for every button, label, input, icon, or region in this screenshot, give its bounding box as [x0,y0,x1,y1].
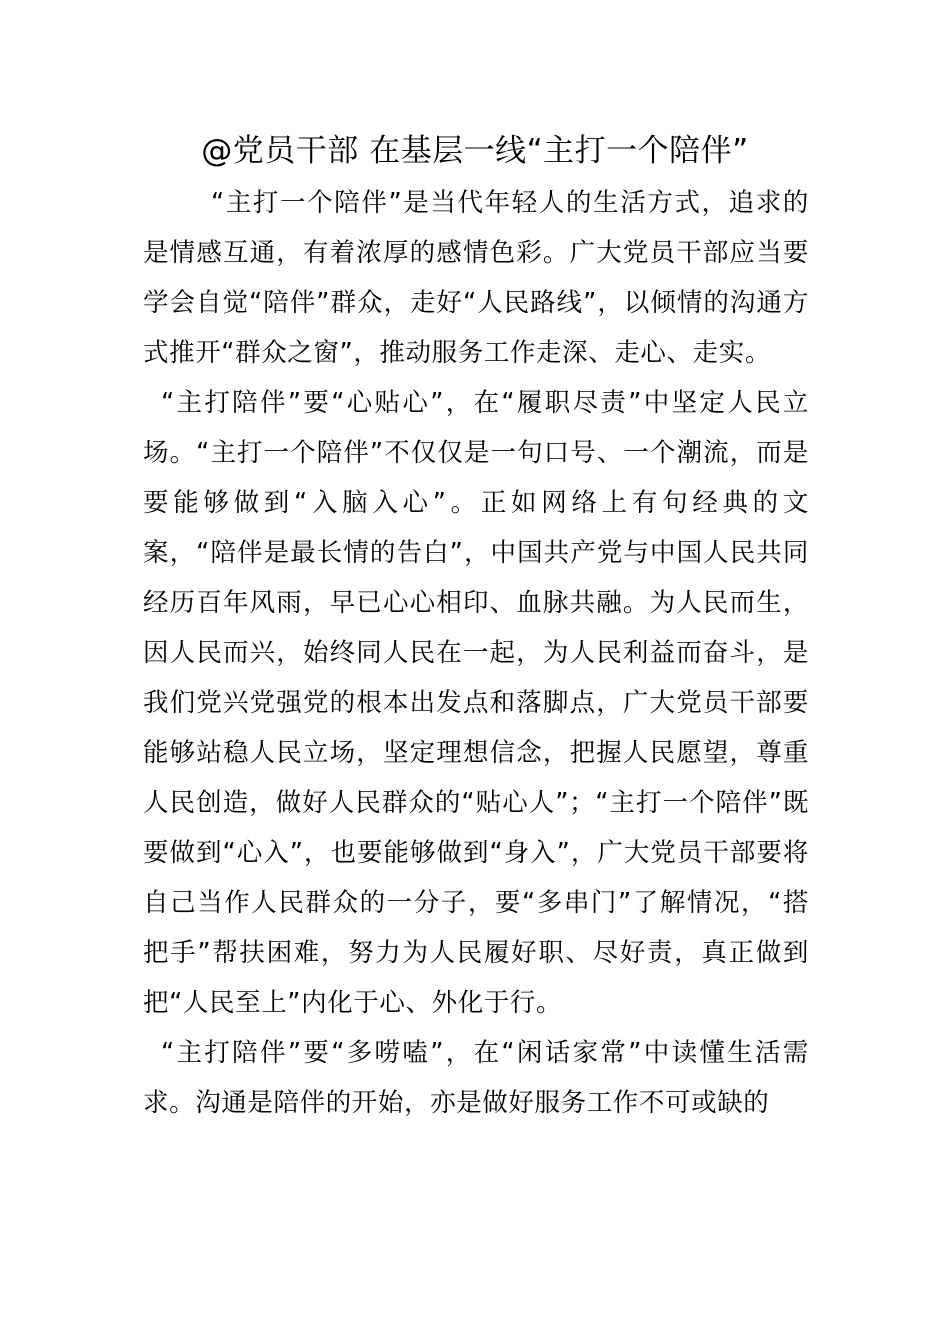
paragraph-heart-to-heart: “主打陪伴”要“心贴心”，在“履职尽责”中坚定人民立场。“主打一个陪伴”不仅仅是一句口号、一个潮流，而是要能够做到“入脑入心”。正如网络上有句经典的文案，“陪伴是最长情的告白”，中国共产党与中国人民共同经历百年风雨，早已心心相印、血脉共融。为人民而生，因人民而兴，始终同人民在一起，为人民利益而奋斗，是我们党兴党强党的根本出发点和落脚点，广大党员干部要能够站稳人民立场，坚定理想信念，把握人民愿望，尊重人民创造，做好人民群众的“贴心人”；“主打一个陪伴”既要做到“心入”，也要能够做到“身入”，广大党员干部要将自己当作人民群众的一分子，要“多串门”了解情况，“搭把手”帮扶困难，努力为人民履好职、尽好责，真正做到把“人民至上”内化于心、外化于行。 [143,388,809,1018]
document-body [143,178,809,1128]
paragraph-chat-more: “主打陪伴”要“多唠嗑”，在“闲话家常”中读懂生活需求。沟通是陪伴的开始，亦是做好服务工作不可或缺的 [143,1038,809,1118]
document-title: @党员干部 在基层一线“主打一个陪伴” [201,133,749,169]
paragraph-intro: “主打一个陪伴”是当代年轻人的生活方式，追求的是情感互通，有着浓厚的感情色彩。广大党员干部应当要学会自觉“陪伴”群众，走好“人民路线”，以倾情的沟通方式推开“群众之窗”，推动服务工作走深、走心、走实。 [143,188,809,368]
